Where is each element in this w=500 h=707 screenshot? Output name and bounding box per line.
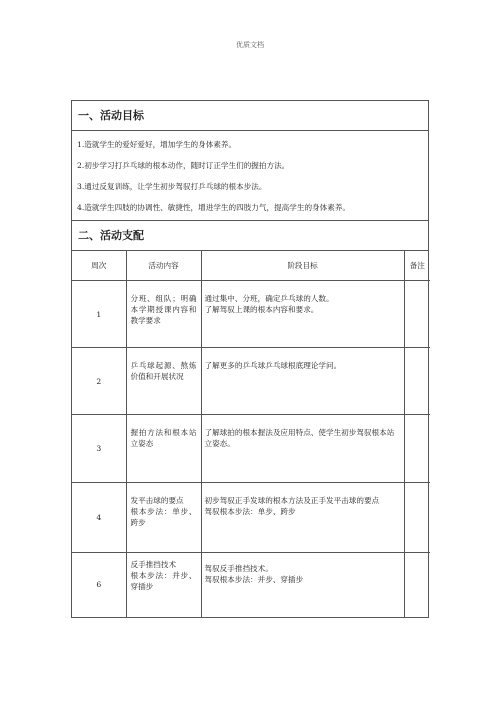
- header-week: 周次: [72, 251, 126, 281]
- stage-text: 初步驾驭正手发球的根本方法及正手发平击球的要点 驾驭根本步法：单步、跨步: [204, 496, 380, 516]
- stage-text: 驾驭反手推挡技术。 驾驭根本步法：并步、穿插步: [204, 564, 304, 584]
- document-frame: [71, 100, 429, 618]
- table-row: [72, 483, 430, 553]
- content-cell: [126, 553, 201, 617]
- goal-item: 2.初步学习打乒乓球的根本动作，随时订正学生们的握拍方法。: [77, 161, 290, 170]
- goal-item: 3.通过反复训练，让学生初步驾驭打乒乓球的根本步法。: [77, 182, 267, 191]
- stage-text: 了解球拍的根本握法及应用特点、使学生初步驾驭根本站立姿态。: [204, 428, 395, 448]
- note-cell: [404, 348, 430, 415]
- stage-cell: [201, 415, 404, 483]
- section-title-goals: 一、活动目标: [72, 101, 428, 131]
- stage-cell: [201, 281, 404, 348]
- table-header-row: [72, 251, 430, 281]
- page-header: 优质文档: [236, 41, 264, 49]
- content-text: 乒乓球起源、熬炼价值和开展状况: [130, 361, 197, 381]
- content-cell: [126, 281, 201, 348]
- section-title-schedule: 二、活动支配: [72, 221, 428, 251]
- content-cell: [126, 483, 201, 553]
- content-text: 发平击球的要点 根本步法：单步、跨步: [130, 496, 197, 527]
- stage-cell: [201, 553, 404, 617]
- schedule-table: [72, 251, 430, 617]
- table-row: [72, 281, 430, 348]
- table-row: [72, 348, 430, 415]
- week-cell: 4: [72, 483, 126, 553]
- content-cell: [126, 415, 201, 483]
- header-content: 活动内容: [126, 251, 201, 281]
- stage-cell: [201, 348, 404, 415]
- header-stage: 阶段目标: [201, 251, 404, 281]
- stage-text: 通过集中、分班，确定乒乓球的人数。 了解驾驭上课的根本内容和要求。: [204, 294, 334, 314]
- week-cell: 2: [72, 348, 126, 415]
- header-note: 备注: [404, 251, 430, 281]
- note-cell: [404, 415, 430, 483]
- note-cell: [404, 281, 430, 348]
- content-cell: [126, 348, 201, 415]
- note-cell: [404, 483, 430, 553]
- goal-item: 1.造就学生的爱好爱好，增加学生的身体素养。: [77, 140, 237, 149]
- table-row: [72, 415, 430, 483]
- week-cell: 3: [72, 415, 126, 483]
- content-text: 分班、组队；明确本学期授课内容和教学要求: [130, 294, 197, 325]
- content-text: 握拍方法和根本站立姿态: [130, 428, 197, 448]
- note-cell: [404, 553, 430, 617]
- week-cell: 1: [72, 281, 126, 348]
- week-cell: 6: [72, 553, 126, 617]
- goal-item: 4.造就学生四肢的协调性、敏捷性，增进学生的四肢力气，提高学生的身体素养。: [77, 203, 351, 212]
- stage-text: 了解更多的乒乓球乒乓球根底理论学问。: [204, 361, 342, 370]
- content-text: 反手推挡技术 根本步法：并步、穿插步: [130, 560, 197, 591]
- goals-list: [72, 131, 428, 221]
- table-row: [72, 553, 430, 617]
- stage-cell: [201, 483, 404, 553]
